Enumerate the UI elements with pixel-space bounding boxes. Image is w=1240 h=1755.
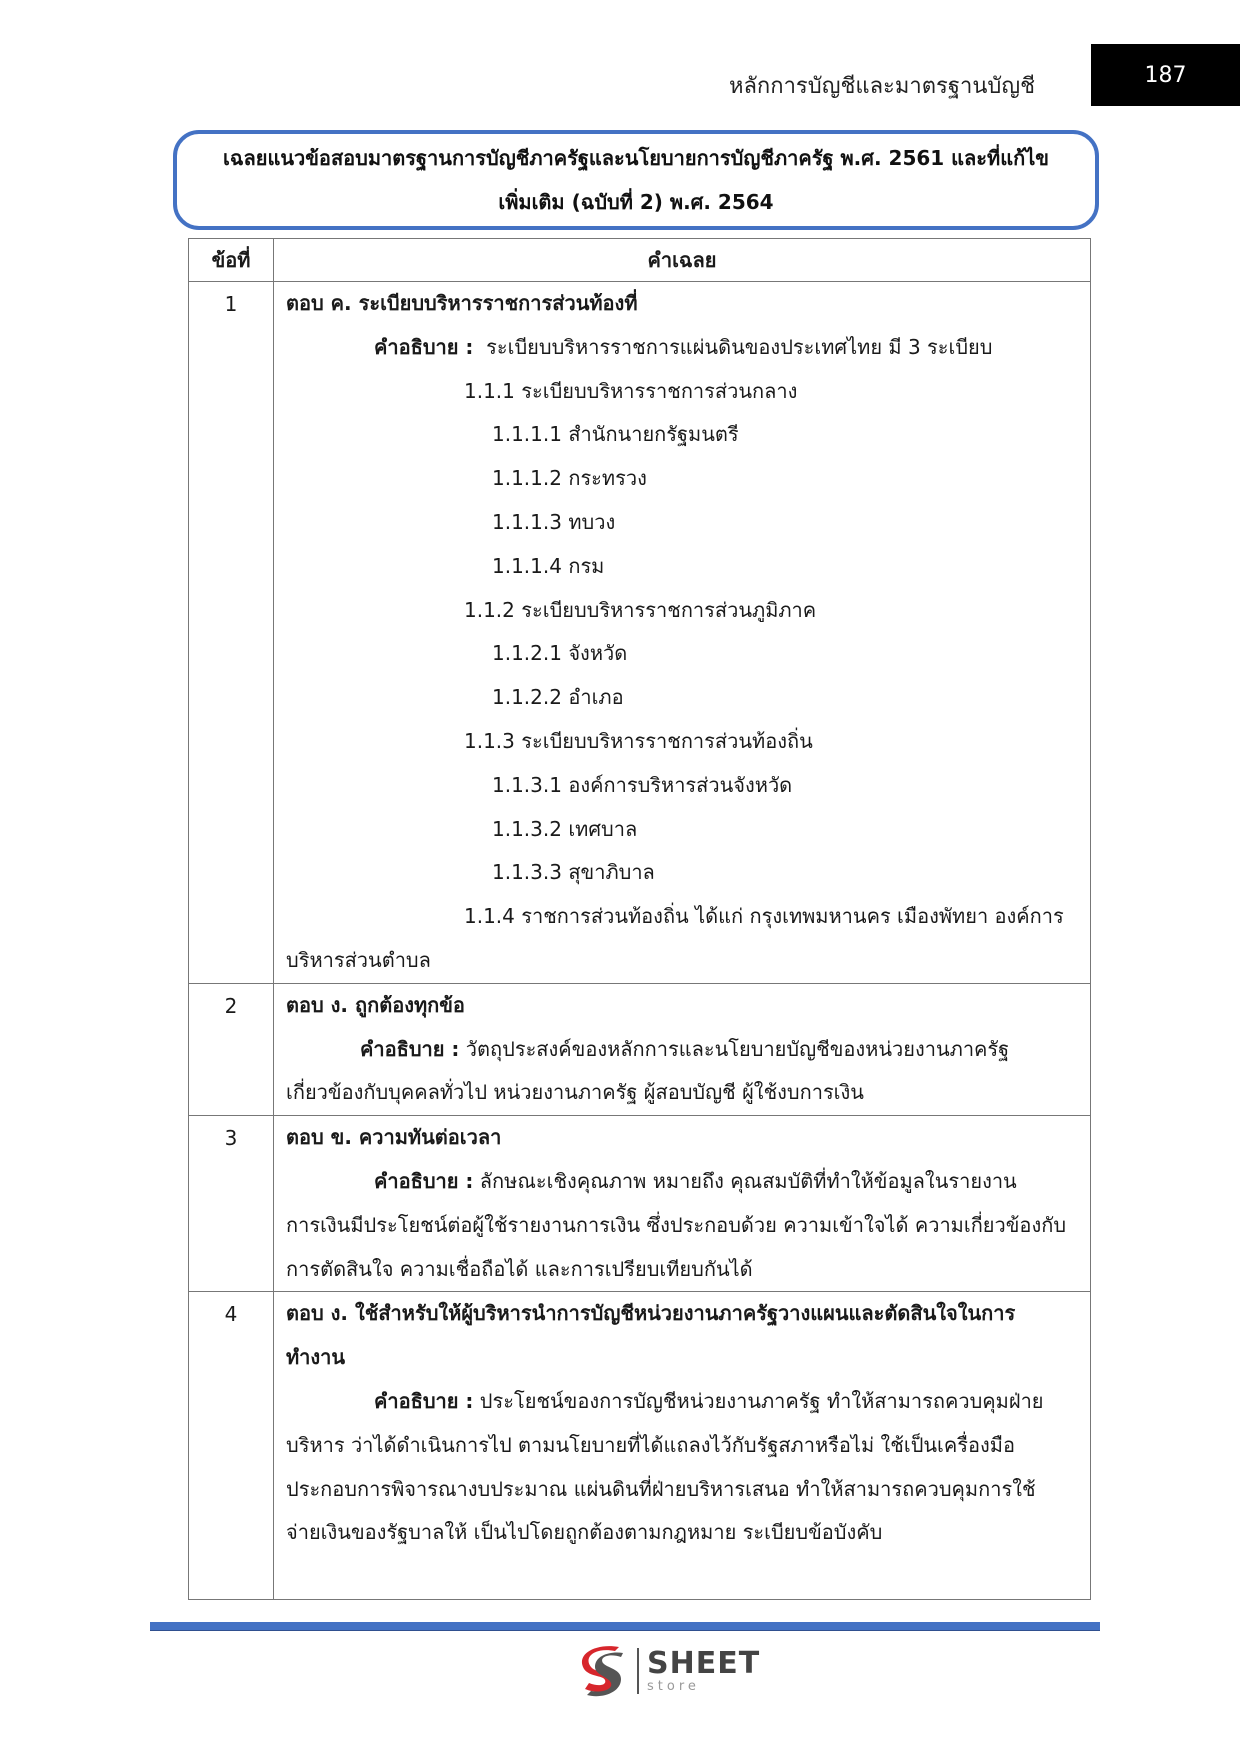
title-line-1: เฉลยแนวข้อสอบมาตรฐานการบัญชีภาครัฐและนโยบายการบัญชีภาครัฐ พ.ศ. 2561 และที่แก้ไข (223, 146, 1049, 170)
answer-text: ตอบ ง. ใช้สำหรับให้ผู้บริหารนำการบัญชีหน่วยงานภาครัฐวางแผนและตัดสินใจในการ (286, 1301, 1016, 1326)
running-header-title: หลักการบัญชีและมาตรฐานบัญชี (728, 74, 1035, 99)
title-line-2: เพิ่มเติม (ฉบับที่ 2) พ.ศ. 2564 (498, 190, 774, 214)
logo-text: SHEET (647, 1646, 761, 1681)
answer-table (188, 238, 1091, 1600)
list-item: 1.1.1.1 สำนักนายกรัฐมนตรี (492, 422, 739, 447)
explanation-line: จ่ายเงินของรัฐบาลให้ เป็นไปโดยถูกต้องตามกฎหมาย ระเบียบข้อบังคับ (286, 1520, 883, 1545)
explanation-label: คำอธิบาย : (374, 1168, 474, 1193)
header-question-number: ข้อที่ (189, 239, 274, 282)
table-row (189, 1292, 1091, 1600)
table-header-row (189, 239, 1091, 282)
question-number: 2 (189, 983, 274, 1115)
answer-cell (274, 1292, 1091, 1600)
list-item: 1.1.1.4 กรม (492, 553, 605, 578)
question-number: 3 (189, 1116, 274, 1292)
list-item: 1.1.1.2 กระทรวง (492, 466, 647, 491)
explanation-label: คำอธิบาย : (360, 1036, 460, 1061)
sheet-store-logo-icon (575, 1643, 631, 1699)
explanation-label: คำอธิบาย : (374, 334, 474, 359)
explanation-label: คำอธิบาย : (374, 1388, 474, 1413)
list-item: บริหารส่วนตำบล (286, 947, 431, 972)
explanation-text: ประโยชน์ของการบัญชีหน่วยงานภาครัฐ ทำให้สามารถควบคุมฝ่าย (479, 1388, 1044, 1413)
answer-text: ตอบ ค. ระเบียบบริหารราชการส่วนท้องที่ (286, 291, 638, 315)
sheet-store-logo (575, 1643, 760, 1699)
answer-cell (274, 1116, 1091, 1292)
answer-key-title-box (173, 130, 1099, 230)
answer-text-continued: ทำงาน (286, 1345, 346, 1370)
footer-rule (150, 1622, 1100, 1631)
list-item: 1.1.2.2 อำเภอ (492, 685, 624, 710)
explanation-line: บริหาร ว่าได้ดำเนินการไป ตามนโยบายที่ได้แถลงไว้กับรัฐสภาหรือไม่ ใช้เป็นเครื่องมือ (286, 1432, 1015, 1457)
answer-text: ตอบ ง. ถูกต้องทุกข้อ (286, 992, 465, 1017)
logo-separator (637, 1648, 639, 1694)
answer-text: ตอบ ข. ความทันต่อเวลา (286, 1125, 502, 1150)
list-item: 1.1.1.3 ทบวง (492, 509, 616, 534)
logo-subtext: store (647, 1679, 700, 1694)
explanation-line: ประกอบการพิจารณางบประมาณ แผ่นดินที่ฝ่ายบริหารเสนอ ทำให้สามารถควบคุมการใช้ (286, 1476, 1036, 1501)
explanation-line: เกี่ยวข้องกับบุคคลทั่วไป หน่วยงานภาครัฐ ผู้สอบบัญชี ผู้ใช้งบการเงิน (286, 1080, 864, 1105)
explanation-text: ระเบียบบริหารราชการแผ่นดินของประเทศไทย มี 3 ระเบียบ (486, 334, 993, 359)
explanation-text: ลักษณะเชิงคุณภาพ หมายถึง คุณสมบัติที่ทำให้ข้อมูลในรายงาน (479, 1168, 1017, 1193)
list-item: 1.1.3.1 องค์การบริหารส่วนจังหวัด (492, 772, 793, 797)
table-row (189, 1116, 1091, 1292)
list-item: 1.1.4 ราชการส่วนท้องถิ่น ได้แก่ กรุงเทพมหานคร เมืองพัทยา องค์การ (464, 904, 1064, 929)
explanation-line: การเงินมีประโยชน์ต่อผู้ใช้รายงานการเงิน ซึ่งประกอบด้วย ความเข้าใจได้ ความเกี่ยวข้องกับ (286, 1212, 1067, 1237)
header-answer: คำเฉลย (274, 239, 1091, 282)
list-item: 1.1.1 ระเบียบบริหารราชการส่วนกลาง (464, 378, 798, 403)
list-item: 1.1.3.3 สุขาภิบาล (492, 860, 655, 885)
list-item: 1.1.2.1 จังหวัด (492, 641, 628, 666)
explanation-text: วัตถุประสงค์ของหลักการและนโยบายบัญชีของหน่วยงานภาครัฐ (465, 1036, 1010, 1061)
table-row (189, 282, 1091, 984)
list-item: 1.1.2 ระเบียบบริหารราชการส่วนภูมิภาค (464, 597, 817, 622)
page-number: 187 (1091, 44, 1240, 106)
table-row (189, 983, 1091, 1115)
answer-cell (274, 983, 1091, 1115)
list-item: 1.1.3 ระเบียบบริหารราชการส่วนท้องถิ่น (464, 728, 813, 753)
answer-cell (274, 282, 1091, 984)
list-item: 1.1.3.2 เทศบาล (492, 816, 638, 841)
question-number: 4 (189, 1292, 274, 1600)
explanation-line: การตัดสินใจ ความเชื่อถือได้ และการเปรียบเทียบกันได้ (286, 1256, 753, 1281)
question-number: 1 (189, 282, 274, 984)
